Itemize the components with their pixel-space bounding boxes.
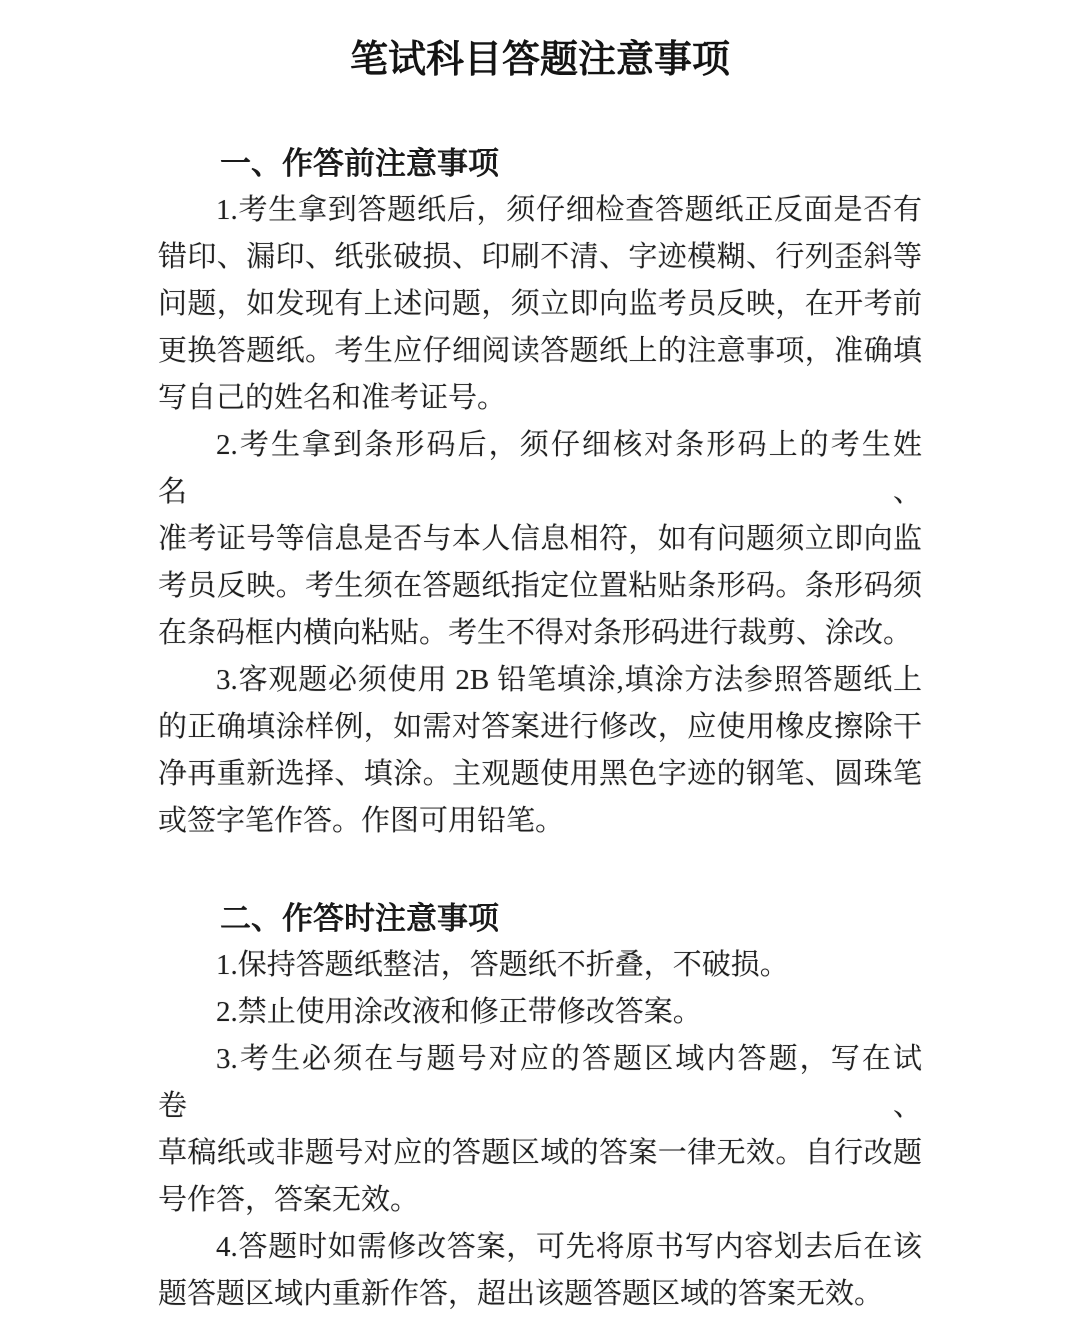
section-2-heading: 二、作答时注意事项 — [220, 901, 499, 936]
paragraph-line: 4.答题时如需修改答案，可先将原书写内容划去后在该 — [216, 1231, 922, 1263]
paragraph-line: 或签字笔作答。作图可用铅笔。 — [158, 805, 565, 837]
paragraph-line: 3.客观题必须使用 2B 铅笔填涂,填涂方法参照答题纸上 — [216, 664, 922, 696]
section-while-answering — [158, 895, 922, 1318]
paragraph-line: 净再重新选择、填涂。主观题使用黑色字迹的钢笔、圆珠笔 — [158, 758, 922, 790]
paragraph-line: 3.考生必须在与题号对应的答题区域内答题，写在试卷、 — [158, 1043, 922, 1122]
paragraph-line: 草稿纸或非题号对应的答题区域的答案一律无效。自行改题 — [158, 1137, 922, 1169]
section-1-paragraph-1 — [158, 187, 922, 422]
section-1-heading: 一、作答前注意事项 — [220, 146, 499, 181]
paragraph-line: 错印、漏印、纸张破损、印刷不清、字迹模糊、行列歪斜等 — [158, 241, 922, 273]
document-title: 笔试科目答题注意事项 — [349, 39, 730, 81]
section-1-paragraph-3 — [158, 657, 922, 845]
section-2-paragraph-3 — [158, 1036, 922, 1224]
paragraph-line: 写自己的姓名和准考证号。 — [158, 382, 507, 414]
section-2-paragraph-4 — [158, 1224, 922, 1318]
paragraph-line: 在条码框内横向粘贴。考生不得对条形码进行裁剪、涂改。 — [158, 617, 913, 649]
section-2-paragraph-1 — [158, 942, 922, 989]
paragraph-line: 问题，如发现有上述问题，须立即向监考员反映，在开考前 — [158, 288, 922, 320]
paragraph-line: 1.保持答题纸整洁，答题纸不折叠，不破损。 — [216, 949, 789, 981]
section-1-paragraph-2 — [158, 422, 922, 657]
paragraph-line: 2.禁止使用涂改液和修正带修改答案。 — [216, 996, 702, 1028]
paragraph-line: 更换答题纸。考生应仔细阅读答题纸上的注意事项，准确填 — [158, 335, 922, 367]
paragraph-line: 1.考生拿到答题纸后，须仔细检查答题纸正反面是否有 — [216, 194, 922, 226]
section-before-answering — [158, 140, 922, 845]
paragraph-line: 准考证号等信息是否与本人信息相符，如有问题须立即向监 — [158, 523, 922, 555]
paragraph-line: 考员反映。考生须在答题纸指定位置粘贴条形码。条形码须 — [158, 570, 922, 602]
paragraph-line: 号作答，答案无效。 — [158, 1184, 420, 1216]
paragraph-line: 题答题区域内重新作答，超出该题答题区域的答案无效。 — [158, 1278, 884, 1310]
paragraph-line: 的正确填涂样例，如需对答案进行修改，应使用橡皮擦除干 — [158, 711, 922, 743]
paragraph-line: 2.考生拿到条形码后，须仔细核对条形码上的考生姓名、 — [158, 429, 922, 508]
section-2-paragraph-2 — [158, 989, 922, 1036]
